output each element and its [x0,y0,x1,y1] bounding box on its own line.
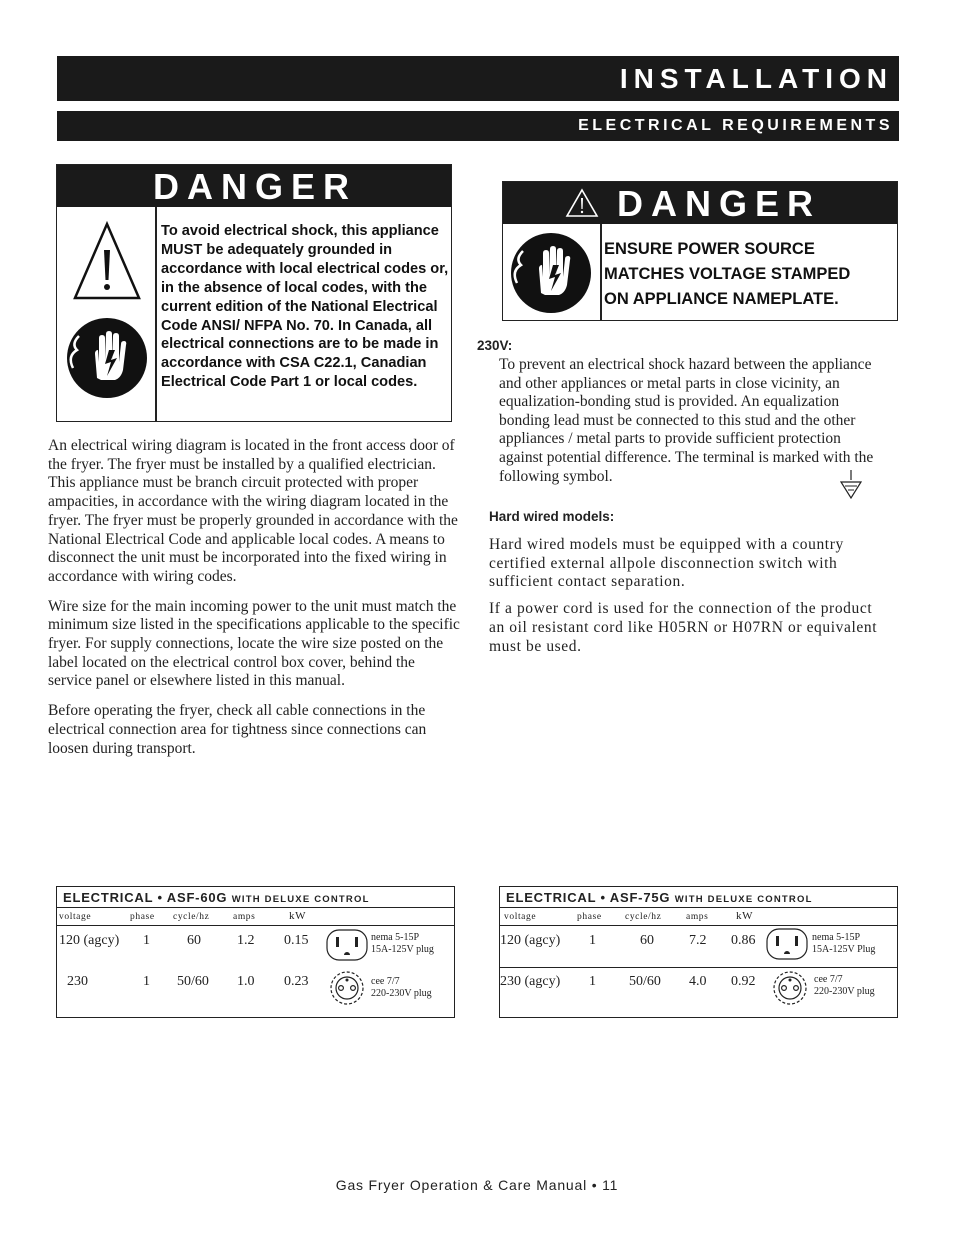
danger-text-left: To avoid electrical shock, this appliance MUST be adequately grounded in accordance with local electrical codes or, in the absence of local codes, with the current edition of the National Electrical Code ANSI/ NFPA No. 70. In Canada, all electrical connections are to be made in accordance with CSA C22.1, Canadian Electrical Code Part 1 or local codes. [161,223,449,391]
table-rule [57,925,454,926]
warning-triangle-icon [71,220,143,302]
table-title: ELECTRICAL • ASF-75G WITH DELUXE CONTROL [506,890,813,905]
col-kw: kW [736,910,754,922]
paragraph: Hard wired models must be equipped with a country certified external allpole disconnection switch with sufficient contact separation. [489,536,844,591]
cell-amps: 1.2 [237,933,255,948]
paragraph: Wire size for the main incoming power to the unit must match the minimum size listed in the specifications applicable to the specific fryer. For supply connections, locate the wire size posted on the label located on the electrical control box cover, behind the service panel or elsewhere listed in this manual. [48,597,460,690]
cell-voltage: 230 (agcy) [500,974,561,989]
cell-voltage: 120 (agcy) [500,933,561,948]
danger-line-2: MATCHES VOLTAGE STAMPED [604,265,851,283]
danger-box-right [502,181,898,321]
subsection-title: ELECTRICAL REQUIREMENTS [578,117,893,134]
danger-text-right [604,237,850,312]
plug-label: nema 5-15P 15A-125V Plug [812,932,876,955]
electrical-table-asf75g [499,886,898,1018]
danger-line-3: ON APPLIANCE NAMEPLATE. [604,290,839,308]
plug-label: cee 7/7 220-230V plug [814,974,875,997]
page-footer: Gas Fryer Operation & Care Manual • 11 [335,1177,619,1193]
paragraph: Before operating the fryer, check all cable connections in the electrical connection area for tightness since connections can loosen during transport. [48,702,427,757]
nema-plug-icon [326,929,368,961]
danger-title: DANGER [153,166,358,207]
section-header [57,56,899,101]
table-rule [500,925,897,926]
warning-triangle-icon [565,188,599,218]
table-rule [500,907,897,908]
col-voltage: voltage [59,912,92,922]
equipotential-symbol-icon [839,470,863,500]
paragraph-230v: To prevent an electrical shock hazard between the appliance and other appliances or metal parts in close vicinity, an equalization-bonding stud is provided. An equalization bonding lead must be connected to this stud and the other appliances / metal parts to provide sufficient protection against potential difference. The terminal is marked with the following symbol. [499,356,874,485]
table-rule [57,907,454,908]
cell-cycle: 60 [640,933,654,948]
col-phase: phase [577,912,602,922]
col-voltage: voltage [504,912,537,922]
col-kw: kW [289,910,307,922]
danger-title: DANGER [617,183,822,224]
cell-cycle: 60 [187,933,201,948]
cell-amps: 4.0 [689,974,707,989]
cell-cycle: 50/60 [629,974,661,989]
subsection-header [57,111,899,141]
shock-hand-icon [509,231,593,315]
heading-230v: 230V: [477,338,513,353]
plug-label: nema 5-15P 15A-125V plug [371,932,434,955]
electrical-table-asf60g [56,886,455,1018]
danger-divider [155,207,157,421]
col-cycle: cycle/hz [625,912,662,922]
cell-amps: 1.0 [237,974,255,989]
cell-amps: 7.2 [689,933,707,948]
cell-voltage: 120 (agcy) [59,933,120,948]
danger-title-bar [57,165,451,207]
nema-plug-icon [766,928,808,960]
cell-phase: 1 [143,974,150,989]
table-title: ELECTRICAL • ASF-60G WITH DELUXE CONTROL [63,890,370,905]
col-amps: amps [686,912,709,922]
paragraph: An electrical wiring diagram is located in the front access door of the fryer. The fryer must be installed by a qualified electrician. This appliance must be branch circuit protected with proper ampacities, in accordance with the wiring diagram located in the fryer. The fryer must be properly grounded in accordance with the National Electrical Code and applicable local codes. A means to disconnect the unit must be incorporated into the fixed wiring in accordance with wiring codes. [48,437,458,585]
heading-hard-wired: Hard wired models: [489,509,615,524]
col-phase: phase [130,912,155,922]
cell-phase: 1 [589,974,596,989]
cell-kw: 0.92 [731,974,756,989]
cell-voltage: 230 [67,974,88,989]
danger-divider [600,224,602,320]
col-cycle: cycle/hz [173,912,210,922]
section-title: INSTALLATION [619,63,893,94]
plug-label: cee 7/7 220-230V plug [371,976,432,999]
paragraph: If a power cord is used for the connection of the product an oil resistant cord like H05RN or H07RN or equivalent must be used. [489,600,878,655]
danger-box-left [56,164,452,422]
cell-kw: 0.86 [731,933,756,948]
col-amps: amps [233,912,256,922]
cell-kw: 0.15 [284,933,309,948]
left-body-text [48,437,460,769]
table-rule [500,967,897,968]
cee-plug-icon [771,970,809,1006]
shock-hand-icon [65,316,149,400]
cee-plug-icon [328,970,366,1006]
danger-line-1: ENSURE POWER SOURCE [604,240,815,258]
cell-kw: 0.23 [284,974,309,989]
cell-phase: 1 [589,933,596,948]
cell-cycle: 50/60 [177,974,209,989]
danger-title-bar-right [503,182,897,224]
right-body-text [489,536,889,667]
cell-phase: 1 [143,933,150,948]
